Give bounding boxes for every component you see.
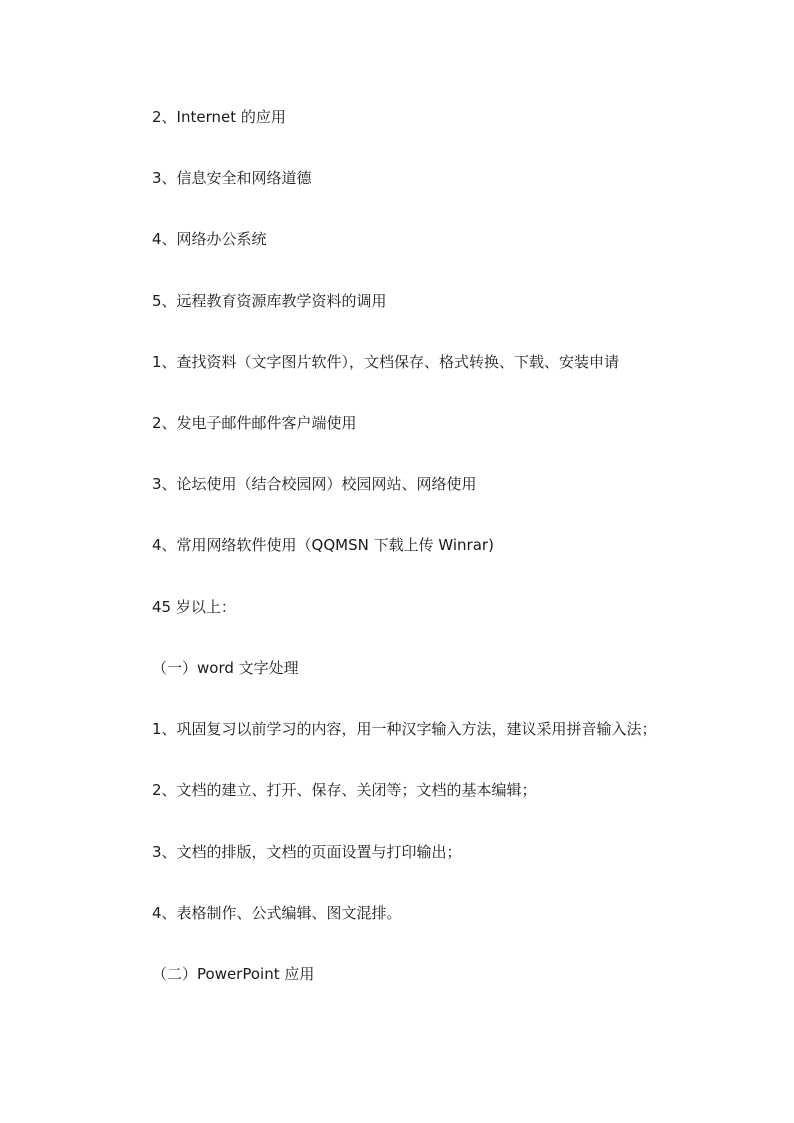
text-line: 4、网络办公系统 [152, 230, 267, 248]
text-line: 1、巩固复习以前学习的内容，用一种汉字输入方法，建议采用拼音输入法； [152, 720, 657, 738]
text-line: 2、文档的建立、打开、保存、关闭等；文档的基本编辑； [152, 781, 537, 799]
text-line: 2、Internet 的应用 [152, 108, 286, 126]
section-heading: （一）word 文字处理 [152, 659, 299, 677]
section-heading: 45 岁以上： [152, 598, 236, 616]
text-line: 3、信息安全和网络道德 [152, 169, 312, 187]
text-line: 4、表格制作、公式编辑、图文混排。 [152, 904, 402, 922]
text-line: 5、远程教育资源库教学资料的调用 [152, 292, 387, 310]
text-line: 2、发电子邮件邮件客户端使用 [152, 414, 357, 432]
text-line: 4、常用网络软件使用（QQMSN 下载上传 Winrar) [152, 536, 494, 554]
text-line: 3、文档的排版，文档的页面设置与打印输出； [152, 843, 462, 861]
text-line: 3、论坛使用（结合校园网）校园网站、网络使用 [152, 475, 477, 493]
text-line: 1、查找资料（文字图片软件），文档保存、格式转换、下载、安装申请 [152, 353, 620, 371]
section-heading: （二）PowerPoint 应用 [152, 965, 315, 983]
